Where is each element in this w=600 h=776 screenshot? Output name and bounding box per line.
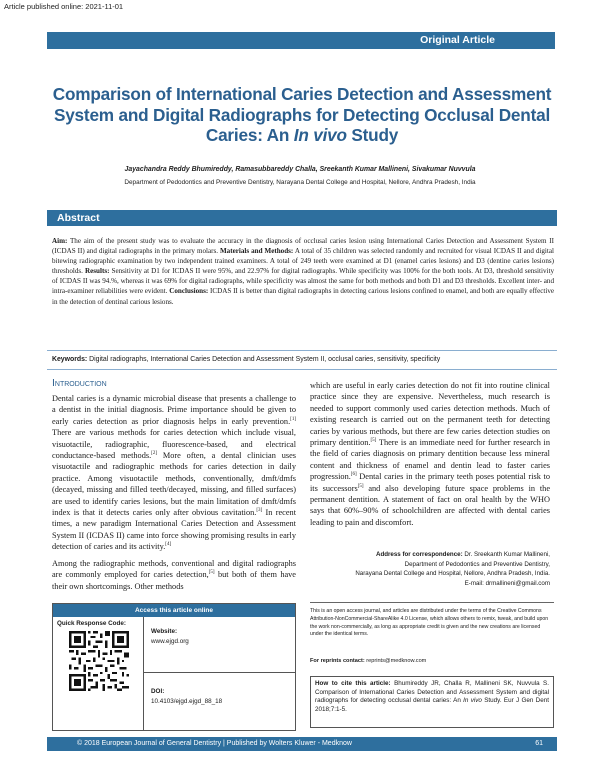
title-line-2: System and Digital Radiographs for Detecting Occlusal Dental [53,104,551,125]
citation-text: Bhumireddy JR, Challa R, Mallineni SK, Nuvvula S. Comparison of International Caries Detection and Assessment System and digital radiographs for detecting occlusal dental caries: An [315,680,549,705]
keywords-rule-top [47,350,557,351]
intro-paragraph-1 [52,393,296,553]
reprints-email[interactable]: reprints@medknow.com [364,658,427,664]
r1a: which are useful in early caries detection do not fit into routine clinical practice since they are expensive. Nevertheless, much research is needed to support commonly used caries detection methods. Much of existing research is carried out on the permanent teeth for detecting caries by various methods, but there are few caries detection studies on primary dentition. [310,381,550,448]
citation-box [310,676,554,728]
conclusions-label: Conclusions: [169,287,209,296]
correspondence-line-3: Narayana Dental College and Hospital, Nellore, Andhra Pradesh, India. [355,570,550,577]
ref-8[interactable]: [5] [357,483,364,489]
conclusions-text: ICDAS II is better than digital radiographs in detecting carious lesions confined to enamel, and both are equally effective in the detection of dentinal carious lesions. [52,287,555,306]
title-line-3-suffix: Study [346,125,399,145]
keywords [52,356,554,363]
title-line-3-prefix: Caries: An [205,125,294,145]
ref-1[interactable]: [1] [290,417,296,423]
p1d: In recent times, a new paradigm International Caries Detection and Assessment System II (ICDAS II) came into force showing promising results in early detection of caries and its activity. [52,508,296,552]
ref-5[interactable]: [5] [208,570,215,576]
p2a: Among the radiographic methods, conventional and digital radiographs are commonly employed for caries detection, [52,558,296,580]
aim-label: Aim: [52,237,68,245]
p1b: There are various methods for caries detection which include visual, visuotactile, radiographic, fluorescence-based, and electrical conductance-based methods. [52,428,296,461]
keywords-label: Keywords: [52,356,88,363]
p2b: but both of them have their own shortcomings. Other methods [52,570,296,591]
reprints [310,658,426,664]
correspondence-divider [310,602,554,603]
introduction-heading: Introduction [52,377,107,389]
correspondence [310,550,550,588]
p1a: Dental caries is a dynamic microbial disease that presents a challenge to a dentist in the initial diagnosis. Prime importance should be given to early caries detection as prior diagnosis helps in early prevention. [52,394,296,426]
page-number: 61 [535,740,543,747]
correspondence-line-2: Department of Pedodontics and Preventive Dentistry, [404,560,550,568]
right-column [310,380,550,528]
ref-2[interactable]: [2] [151,451,157,457]
correspondence-email[interactable]: E-mail: drmallineni@gmail.com [464,579,550,587]
methods-text: A total of 35 children was selected randomly and recruited for visual ICDAS II and digital bitewing radiographic examination by two independent trained examiners. A total of 249 teeth were examined at D1 (enamel caries lesions) and D3 (dentine caries lesions) thresholds. [52,247,554,276]
keywords-text: Digital radiographs, International Caries Detection and Assessment System II, occlusal caries, sensitivity, specificity [87,356,441,363]
abstract-heading: Abstract [57,212,100,224]
methods-label: Materials and Methods: [219,247,294,256]
access-heading: Access this article online [53,604,295,617]
r1c: Dental caries in the primary teeth poses potential risk to its successors [310,472,550,493]
doi-label: DOI: [151,688,165,695]
aim-text: The aim of the present study was to evaluate the accuracy in the diagnosis of occlusal caries lesion using International Caries Detection and Assessment System II (ICDAS II) and digital radiographs in the primary molars. [52,237,554,256]
qr-code-icon[interactable] [69,631,129,691]
doi-link[interactable]: 10.4103/ejgd.ejgd_88_18 [151,698,223,705]
results-text: Sensitivity at D1 for ICDAS II were 95%, and 22.97% for digital radiographs. While specificity was 100% for the both tools. At D3, threshold sensitivity of ICDAS II was 94.%, whereas it was 69% for digital radiographs, while specificity was almost the same for both methods and both D1 and D3 thresholds. Excellent inter- and intra-examiner reliabilities were evident. [52,267,555,296]
access-online-box [52,603,296,731]
license-text: This is an open access journal, and articles are distributed under the terms of the Creative Commons Attribution-NonCommercial-ShareAlike 4.0 License, which allows others to remix, tweak, and build upon the work non-commercially, as long as appropriate credit is given and the new creations are licensed under the identical terms. [310,608,549,638]
authors: Jayachandra Reddy Bhumireddy, Ramasubbareddy Challa, Sreekanth Kumar Mallineni, Sivakumar Nuvvula [124,166,476,173]
footer-bar [47,737,557,751]
website-label: Website: [151,628,178,635]
correspondence-name: Dr. Sreekanth Kumar Mallineni, [462,551,550,558]
affiliation: Department of Pedodontics and Preventive Dentistry, Narayana Dental College and Hospital, Nellore, Andhra Pradesh, India [124,179,476,186]
left-column [52,393,296,597]
footer-copyright: © 2018 European Journal of General Dentistry | Published by Wolters Kluwer - Medknow [77,740,352,747]
title-line-1: Comparison of International Caries Detection and Assessment [52,84,552,104]
section-label: Original Article [420,34,495,46]
article-title [52,84,552,146]
citation-italic: In vivo [463,697,482,705]
access-divider-vertical [143,617,144,731]
section-banner [47,32,555,49]
reprints-label: For reprints contact: [310,658,365,664]
p1c: More often, a dental clinician uses visuotactile and radiographic methods for caries detection in daily practice. Among visuotactile methods, conventionally, dmft/dmfs (decayed, missing and filled teeth/decayed, missing, and filled surfaces) are used to identify caries lesions, but the main limitation of dmft/dmfs index is that it detects caries only after obvious cavitation. [52,451,296,518]
correspondence-label: Address for correspondence: [375,551,463,558]
r1d: and also developing future space problems in the permanent dentition. A statement of fact on oral health by the WHO says that 60%–90% of schoolchildren are affected with dental caries leading to pain and discomfort. [310,483,550,527]
citation-tail: Study. Eur J Gen Dent 2018;7:1-5. [315,697,549,713]
results-label: Results: [85,267,110,276]
citation-label: How to cite this article: [315,680,391,687]
title-line-3-italic: In vivo [293,125,347,145]
ref-4[interactable]: [4] [165,542,172,548]
r1b: There is an immediate need for further research in the field of caries diagnosis on primary dentition because less mineral content and thickness of enamel and dentin lead to faster caries progression. [310,438,550,482]
ref-3[interactable]: [3] [256,508,263,514]
qr-label: Quick Response Code: [57,620,126,627]
ref-6[interactable]: [5] [370,438,377,444]
keywords-rule-bottom [47,369,557,370]
abstract-body [52,236,554,307]
ref-7[interactable]: [6] [350,472,357,478]
website-link[interactable]: www.ejgd.org [151,638,189,645]
abstract-banner [47,210,557,226]
intro-paragraph-2 [52,558,296,592]
published-date: Article published online: 2021-11-01 [4,2,124,11]
access-divider-horizontal [143,672,296,673]
